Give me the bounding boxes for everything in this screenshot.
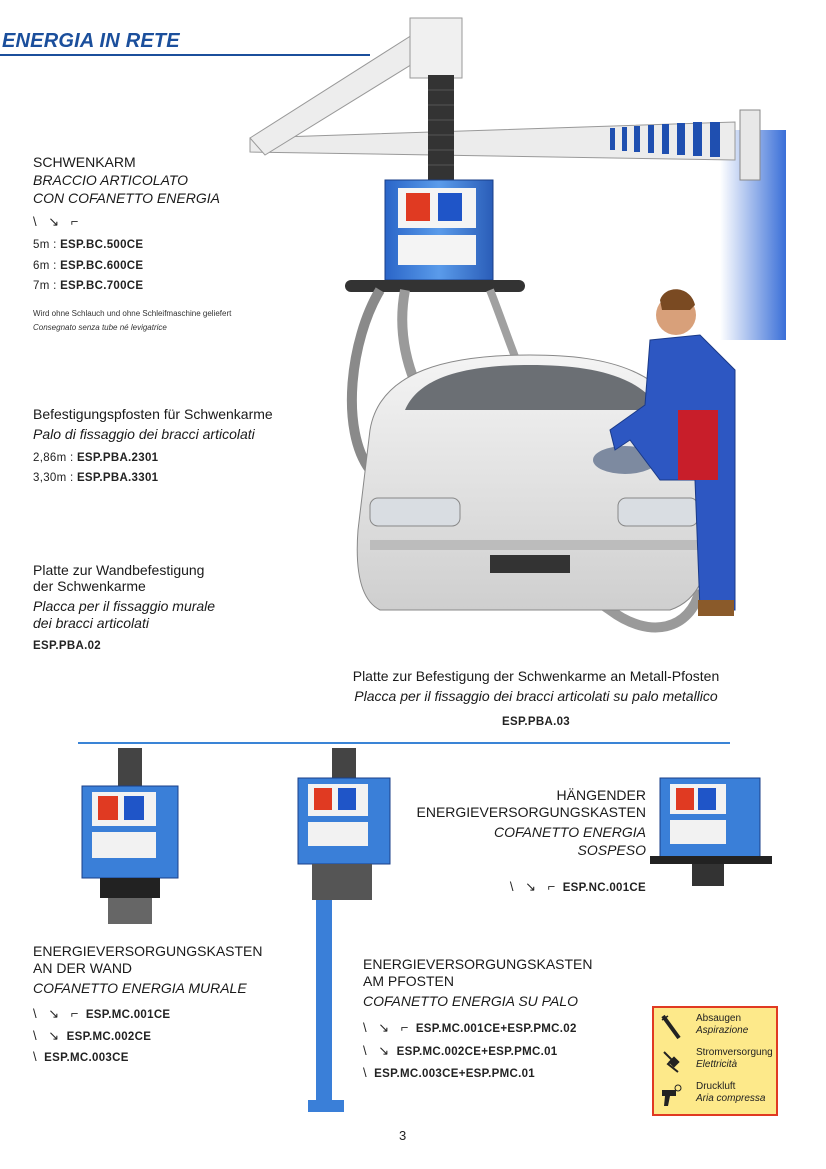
code-row: 6m : ESP.BC.600CE [33,260,144,272]
post-de: Befestigungspfosten für Schwenkarme [33,406,273,422]
code-row: \ ↘ ⌐ ESP.MC.001CE+ESP.PMC.02 [363,1020,577,1035]
code-row: 7m : ESP.BC.700CE [33,280,144,292]
code-row: 2,86m : ESP.PBA.2301 [33,452,159,464]
note-it: Consegnato senza tube né levigatrice [33,323,167,332]
legend-de: Absaugen [696,1013,742,1024]
wall-plate-it-2: dei bracci articolati [33,615,149,631]
legend-row [660,1046,772,1076]
code-row: \ ↘ ⌐ ESP.MC.001CE [33,1006,171,1021]
wall-box-illustration [70,748,200,928]
legend-it: Aspirazione [696,1025,749,1036]
legend-de: Stromversorgung [696,1047,773,1058]
hanging-it-2: SOSPESO [577,842,646,858]
section-divider [78,742,730,744]
code: ESP.PBA.02 [33,640,101,652]
swing-arm-it-2: CON COFANETTO ENERGIA [33,190,220,206]
post-box-de-2: AM PFOSTEN [363,973,455,989]
swing-arm-de: SCHWENKARM [33,154,136,170]
hanging-de-2: ENERGIEVERSORGUNGSKASTEN [416,804,646,820]
code-row: \ ↘ ⌐ ESP.NC.001CE [509,879,646,894]
legend-row [660,1080,772,1110]
swing-arm-illustration [230,10,790,650]
post-it: Palo di fissaggio dei bracci articolati [33,426,255,442]
suction-icon [660,1014,682,1040]
utility-icons: \ ↘ ⌐ [33,214,83,229]
wall-box-de-1: ENERGIEVERSORGUNGSKASTEN [33,943,263,959]
wall-plate-de-2: der Schwenkarme [33,578,146,594]
legend-de: Druckluft [696,1081,736,1092]
swing-arm-it-1: BRACCIO ARTICOLATO [33,172,189,188]
post-box-de-1: ENERGIEVERSORGUNGSKASTEN [363,956,593,972]
code-row: 5m : ESP.BC.500CE [33,239,144,251]
wall-box-de-2: AN DER WAND [33,960,133,976]
hanging-box-illustration [644,770,774,888]
code-row: \ ↘ ESP.MC.002CE+ESP.PMC.01 [363,1043,558,1058]
air-gun-icon [660,1082,682,1108]
page-title: ENERGIA IN RETE [2,30,180,52]
code-row: \ ↘ ESP.MC.002CE [33,1028,152,1043]
legend-it: Aria compressa [696,1093,766,1104]
legend-box [652,1006,778,1116]
wall-plate-de-1: Platte zur Wandbefestigung [33,562,205,578]
hanging-de-1: HÄNGENDER [556,787,646,803]
hanging-it-1: COFANETTO ENERGIA [494,824,646,840]
legend-row [660,1012,772,1042]
note-de: Wird ohne Schlauch und ohne Schleifmaschine geliefert [33,309,232,318]
code-row: 3,30m : ESP.PBA.3301 [33,472,159,484]
code: ESP.PBA.03 [502,716,570,728]
post-box-it: COFANETTO ENERGIA SU PALO [363,993,578,1009]
metal-plate-it: Placca per il fissaggio dei bracci articolati su palo metallico [354,688,718,704]
wall-box-it: COFANETTO ENERGIA MURALE [33,980,247,996]
wall-plate-it-1: Placca per il fissaggio murale [33,598,216,614]
power-plug-icon [660,1048,682,1074]
metal-plate-de: Platte zur Befestigung der Schwenkarme an Metall-Pfosten [352,668,720,684]
page-number: 3 [399,1128,407,1143]
code-row: \ ESP.MC.003CE+ESP.PMC.01 [363,1065,535,1080]
legend-it: Elettricità [696,1059,738,1070]
code-row: \ ESP.MC.003CE [33,1049,129,1064]
